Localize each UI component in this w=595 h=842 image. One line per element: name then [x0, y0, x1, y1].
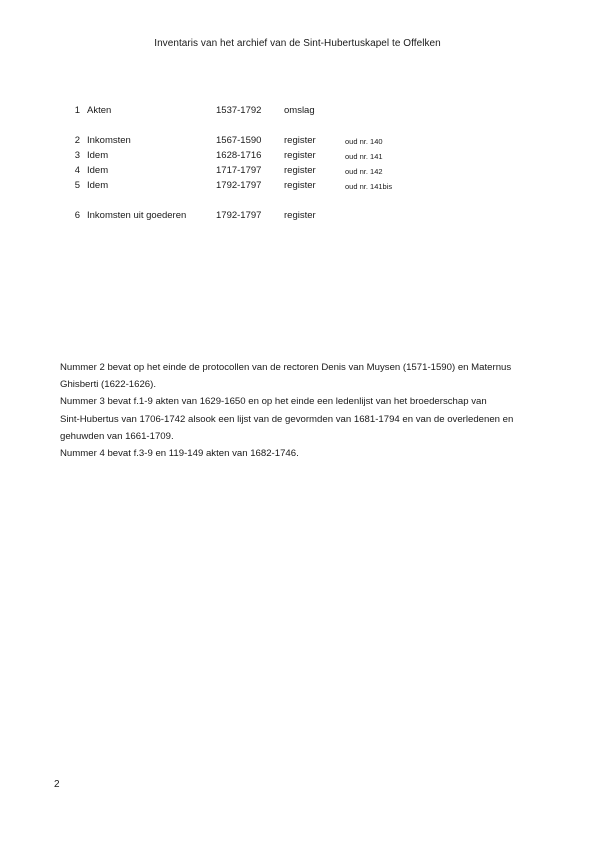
item-number: 4	[74, 165, 80, 176]
item-number: 1	[74, 105, 80, 116]
notes-line: Nummer 3 bevat f.1-9 akten van 1629-1650 en op het einde een ledenlijst van het broederschap van	[60, 396, 487, 408]
item-note: oud nr. 142	[345, 167, 383, 176]
notes-line: Sint-Hubertus van 1706-1742 alsook een lijst van de gevormden van 1681-1794 en van de overledenen en	[60, 413, 514, 425]
inventory-list	[60, 103, 540, 223]
item-title: Inkomsten	[87, 135, 131, 146]
item-title: Idem	[87, 165, 109, 176]
item-kind: omslag	[284, 105, 315, 116]
item-note: oud nr. 141	[345, 152, 383, 161]
inventory-row	[60, 148, 540, 163]
inventory-row	[60, 178, 540, 193]
item-kind: register	[284, 150, 316, 161]
inventory-row	[60, 163, 540, 178]
item-title: Akten	[87, 105, 112, 116]
item-kind: register	[284, 165, 316, 176]
item-title: Idem	[87, 150, 109, 161]
page-number: 2	[54, 779, 60, 790]
item-number: 2	[74, 135, 80, 146]
item-period: 1567-1590	[216, 135, 262, 146]
item-period: 1628-1716	[216, 150, 262, 161]
item-kind: register	[284, 210, 316, 221]
item-period: 1792-1797	[216, 180, 262, 191]
notes-line: Nummer 4 bevat f.3-9 en 119-149 akten van 1682-1746.	[60, 448, 299, 460]
item-number: 5	[74, 180, 80, 191]
item-note: oud nr. 140	[345, 137, 383, 146]
item-period: 1792-1797	[216, 210, 262, 221]
notes-line: gehuwden van 1661-1709.	[60, 430, 174, 442]
item-note: oud nr. 141bis	[345, 182, 393, 191]
item-title: Inkomsten uit goederen	[87, 210, 187, 221]
inventory-row	[60, 103, 540, 118]
item-title: Idem	[87, 180, 109, 191]
item-period: 1717-1797	[216, 165, 262, 176]
notes-section	[60, 359, 542, 462]
notes-line: Nummer 2 bevat op het einde de protocollen van de rectoren Denis van Muysen (1571-1590) en Maternus	[60, 362, 512, 373]
item-number: 3	[74, 150, 80, 161]
inventory-row	[60, 133, 540, 148]
item-period: 1537-1792	[216, 105, 262, 116]
item-number: 6	[74, 210, 80, 221]
notes-line: Ghisberti (1622-1626).	[60, 379, 156, 391]
item-kind: register	[284, 180, 316, 191]
inventory-row	[60, 208, 540, 223]
page-header: Inventaris van het archief van de Sint-Hubertuskapel te Offelken	[154, 38, 441, 49]
item-kind: register	[284, 135, 316, 146]
